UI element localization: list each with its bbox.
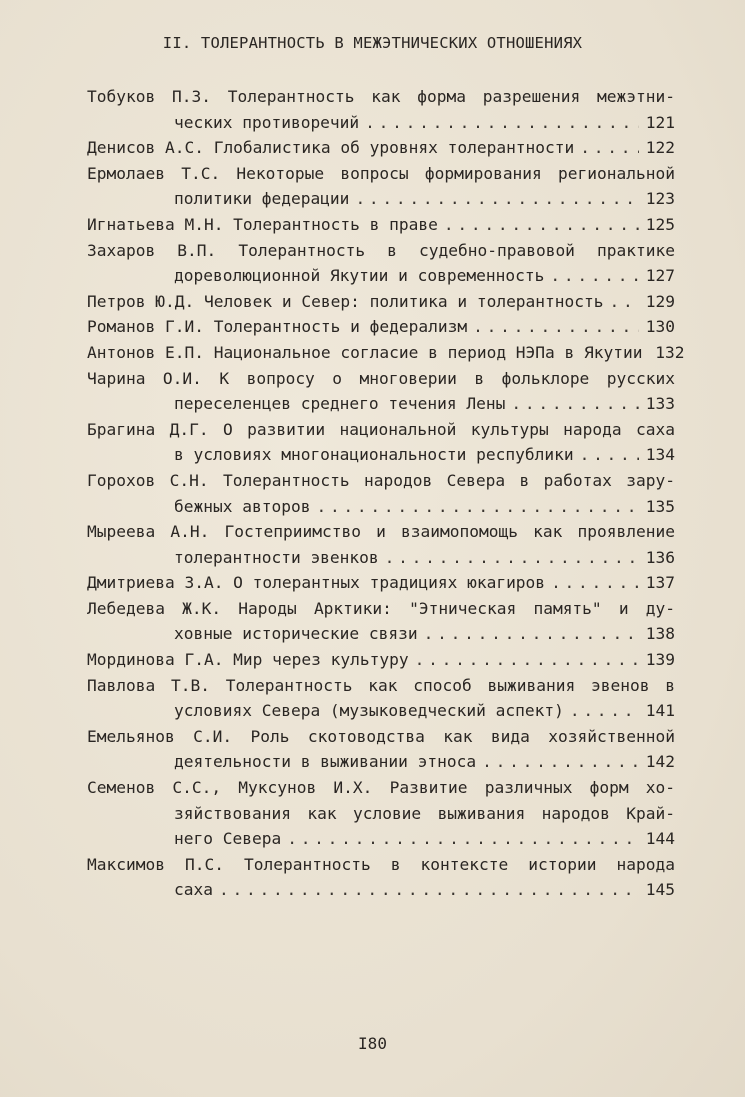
toc-page-number: 135 — [645, 496, 675, 516]
toc-entry-text: Игнатьева М.Н. Толерантность в праве — [87, 214, 438, 234]
dot-leader — [444, 212, 639, 238]
toc-entry-continuation-line — [87, 186, 675, 212]
dot-leader — [580, 442, 639, 468]
toc-entry-continuation-line — [87, 391, 675, 417]
toc-entry-text: ческих противоречий — [174, 112, 360, 132]
toc-entry-continuation-line — [87, 442, 675, 468]
toc-page-number: 132 — [655, 342, 685, 362]
table-of-contents — [87, 84, 685, 903]
toc-entry — [87, 775, 675, 852]
toc-page-number: 127 — [645, 266, 675, 286]
toc-entry-text: Емельянов С.И. Роль скотоводства как вида хозяйственной — [87, 726, 675, 746]
dot-leader — [316, 494, 639, 520]
toc-entry-text: Денисов А.С. Глобалистика об уровнях толерантности — [87, 138, 575, 158]
dot-leader — [365, 110, 639, 136]
toc-page-number: 123 — [645, 189, 675, 209]
toc-entry-text: Чарина О.И. К вопросу о многоверии в фольклоре русских — [87, 368, 675, 388]
toc-entry-first-line — [87, 673, 675, 699]
toc-page-number: 138 — [645, 624, 675, 644]
toc-entry — [87, 647, 675, 673]
toc-page-number: 134 — [645, 445, 675, 465]
toc-entry-text: Лебедева Ж.К. Народы Арктики: "Этническая память" и ду- — [87, 598, 675, 618]
toc-entry-text: в условиях многонациональности республики — [174, 445, 574, 465]
toc-entry-first-line — [87, 852, 675, 878]
toc-entry-text: Мординова Г.А. Мир через культуру — [87, 650, 409, 670]
toc-entry-first-line — [87, 468, 675, 494]
toc-entry — [87, 212, 675, 238]
dot-leader — [219, 877, 639, 903]
toc-entry-continuation-line — [87, 749, 675, 775]
dot-leader — [355, 186, 639, 212]
toc-entry-first-line — [87, 366, 675, 392]
toc-entry-text: Захаров В.П. Толерантность в судебно-правовой практике — [87, 240, 675, 260]
toc-entry-text: Тобуков П.З. Толерантность как форма разрешения межэтни- — [87, 87, 675, 106]
dot-leader — [482, 749, 639, 775]
toc-entry-first-line — [87, 775, 675, 801]
toc-entry — [87, 289, 675, 315]
toc-entry — [87, 519, 675, 570]
toc-entry-first-line — [87, 417, 675, 443]
dot-leader — [473, 314, 639, 340]
toc-entry — [87, 468, 675, 519]
toc-entry-text: Павлова Т.В. Толерантность как способ выживания эвенов в — [87, 675, 675, 695]
toc-entry-first-line — [87, 340, 685, 366]
toc-entry-continuation-line — [87, 826, 675, 852]
toc-entry — [87, 340, 685, 366]
toc-entry — [87, 570, 675, 596]
toc-entry-first-line — [87, 596, 675, 622]
toc-entry-text: политики федерации — [174, 189, 350, 209]
toc-entry-text: условиях Севера (музыковедческий аспект) — [174, 701, 564, 721]
toc-entry-text: Горохов С.Н. Толерантность народов Севера в работах зару- — [87, 470, 675, 490]
toc-entry — [87, 84, 675, 135]
dot-leader — [415, 647, 639, 673]
dot-leader — [551, 570, 639, 596]
toc-page-number: 141 — [645, 701, 675, 721]
toc-entry — [87, 852, 675, 903]
toc-page-number: 137 — [645, 573, 675, 593]
toc-entry-text: переселенцев среднего течения Лены — [174, 394, 506, 414]
toc-entry-text: него Севера — [174, 829, 282, 849]
toc-entry-first-line — [87, 84, 675, 110]
toc-entry-text: Романов Г.И. Толерантность и федерализм — [87, 317, 468, 337]
toc-entry-continuation-line — [87, 877, 675, 903]
toc-entry-first-line — [87, 238, 675, 264]
toc-entry-continuation-line — [87, 110, 675, 136]
toc-entry-text: Петров Ю.Д. Человек и Север: политика и толерантность — [87, 291, 604, 311]
toc-entry — [87, 238, 675, 289]
toc-page-number: 145 — [645, 880, 675, 900]
toc-entry-text: дореволюционной Якутии и современность — [174, 266, 545, 286]
dot-leader — [610, 289, 639, 315]
dot-leader — [385, 545, 639, 571]
toc-entry — [87, 596, 675, 647]
section-title: II. ТОЛЕРАНТНОСТЬ В МЕЖЭТНИЧЕСКИХ ОТНОШЕНИЯХ — [162, 34, 583, 52]
toc-entry — [87, 314, 675, 340]
toc-entry-continuation-line — [87, 621, 675, 647]
toc-entry-first-line — [87, 212, 675, 238]
toc-entry-text: Семенов С.С., Муксунов И.Х. Развитие различных форм хо- — [87, 778, 675, 798]
toc-page-number: 133 — [645, 394, 675, 414]
toc-page-number: 130 — [645, 317, 675, 337]
toc-entry-first-line — [87, 161, 675, 187]
toc-page-number: 129 — [645, 291, 675, 311]
toc-page-number: 142 — [645, 752, 675, 772]
toc-entry-text: Ермолаев Т.С. Некоторые вопросы формирования региональной — [87, 163, 675, 183]
toc-entry-first-line — [87, 314, 675, 340]
toc-entry — [87, 724, 675, 775]
dot-leader — [570, 698, 639, 724]
toc-entry-text: Дмитриева З.А. О толерантных традициях юкагиров — [87, 573, 546, 593]
toc-page-number: 122 — [645, 138, 675, 158]
toc-entry-text: зяйствования как условие выживания народов Край- — [174, 803, 675, 823]
toc-entry — [87, 366, 675, 417]
dot-leader — [580, 135, 639, 161]
dot-leader — [550, 263, 639, 289]
toc-entry-text: Максимов П.С. Толерантность в контексте истории народа — [87, 854, 675, 874]
toc-entry-continuation-line — [87, 801, 675, 827]
toc-page-number: 125 — [645, 214, 675, 234]
toc-page-number: 139 — [645, 650, 675, 670]
toc-entry-continuation-line — [87, 545, 675, 571]
toc-entry-first-line — [87, 724, 675, 750]
toc-page-number: 136 — [645, 547, 675, 567]
toc-entry-continuation-line — [87, 494, 675, 520]
toc-entry-first-line — [87, 647, 675, 673]
toc-entry-text: деятельности в выживании этноса — [174, 752, 477, 772]
toc-entry — [87, 161, 675, 212]
dot-leader — [287, 826, 639, 852]
toc-entry-text: толерантности эвенков — [174, 547, 379, 567]
toc-page-number: 144 — [645, 829, 675, 849]
toc-entry-first-line — [87, 570, 675, 596]
toc-entry-first-line — [87, 135, 675, 161]
toc-entry-first-line — [87, 519, 675, 545]
toc-entry-text: Антонов Е.П. Национальное согласие в период НЭПа в Якутии — [87, 342, 643, 362]
toc-entry — [87, 417, 675, 468]
dot-leader — [424, 621, 639, 647]
toc-entry-continuation-line — [87, 263, 675, 289]
toc-entry-text: ховные исторические связи — [174, 624, 418, 644]
toc-entry-continuation-line — [87, 698, 675, 724]
toc-entry — [87, 673, 675, 724]
toc-entry — [87, 135, 675, 161]
page-number: I80 — [358, 1034, 387, 1053]
toc-entry-first-line — [87, 289, 675, 315]
toc-entry-text: Мыреева А.Н. Гостеприимство и взаимопомощь как проявление — [87, 522, 675, 542]
toc-page-number: 121 — [645, 112, 675, 132]
dot-leader — [511, 391, 639, 417]
toc-entry-text: Брагина Д.Г. О развитии национальной культуры народа саха — [87, 419, 675, 439]
toc-entry-text: бежных авторов — [174, 496, 311, 516]
toc-entry-text: саха — [174, 880, 213, 900]
